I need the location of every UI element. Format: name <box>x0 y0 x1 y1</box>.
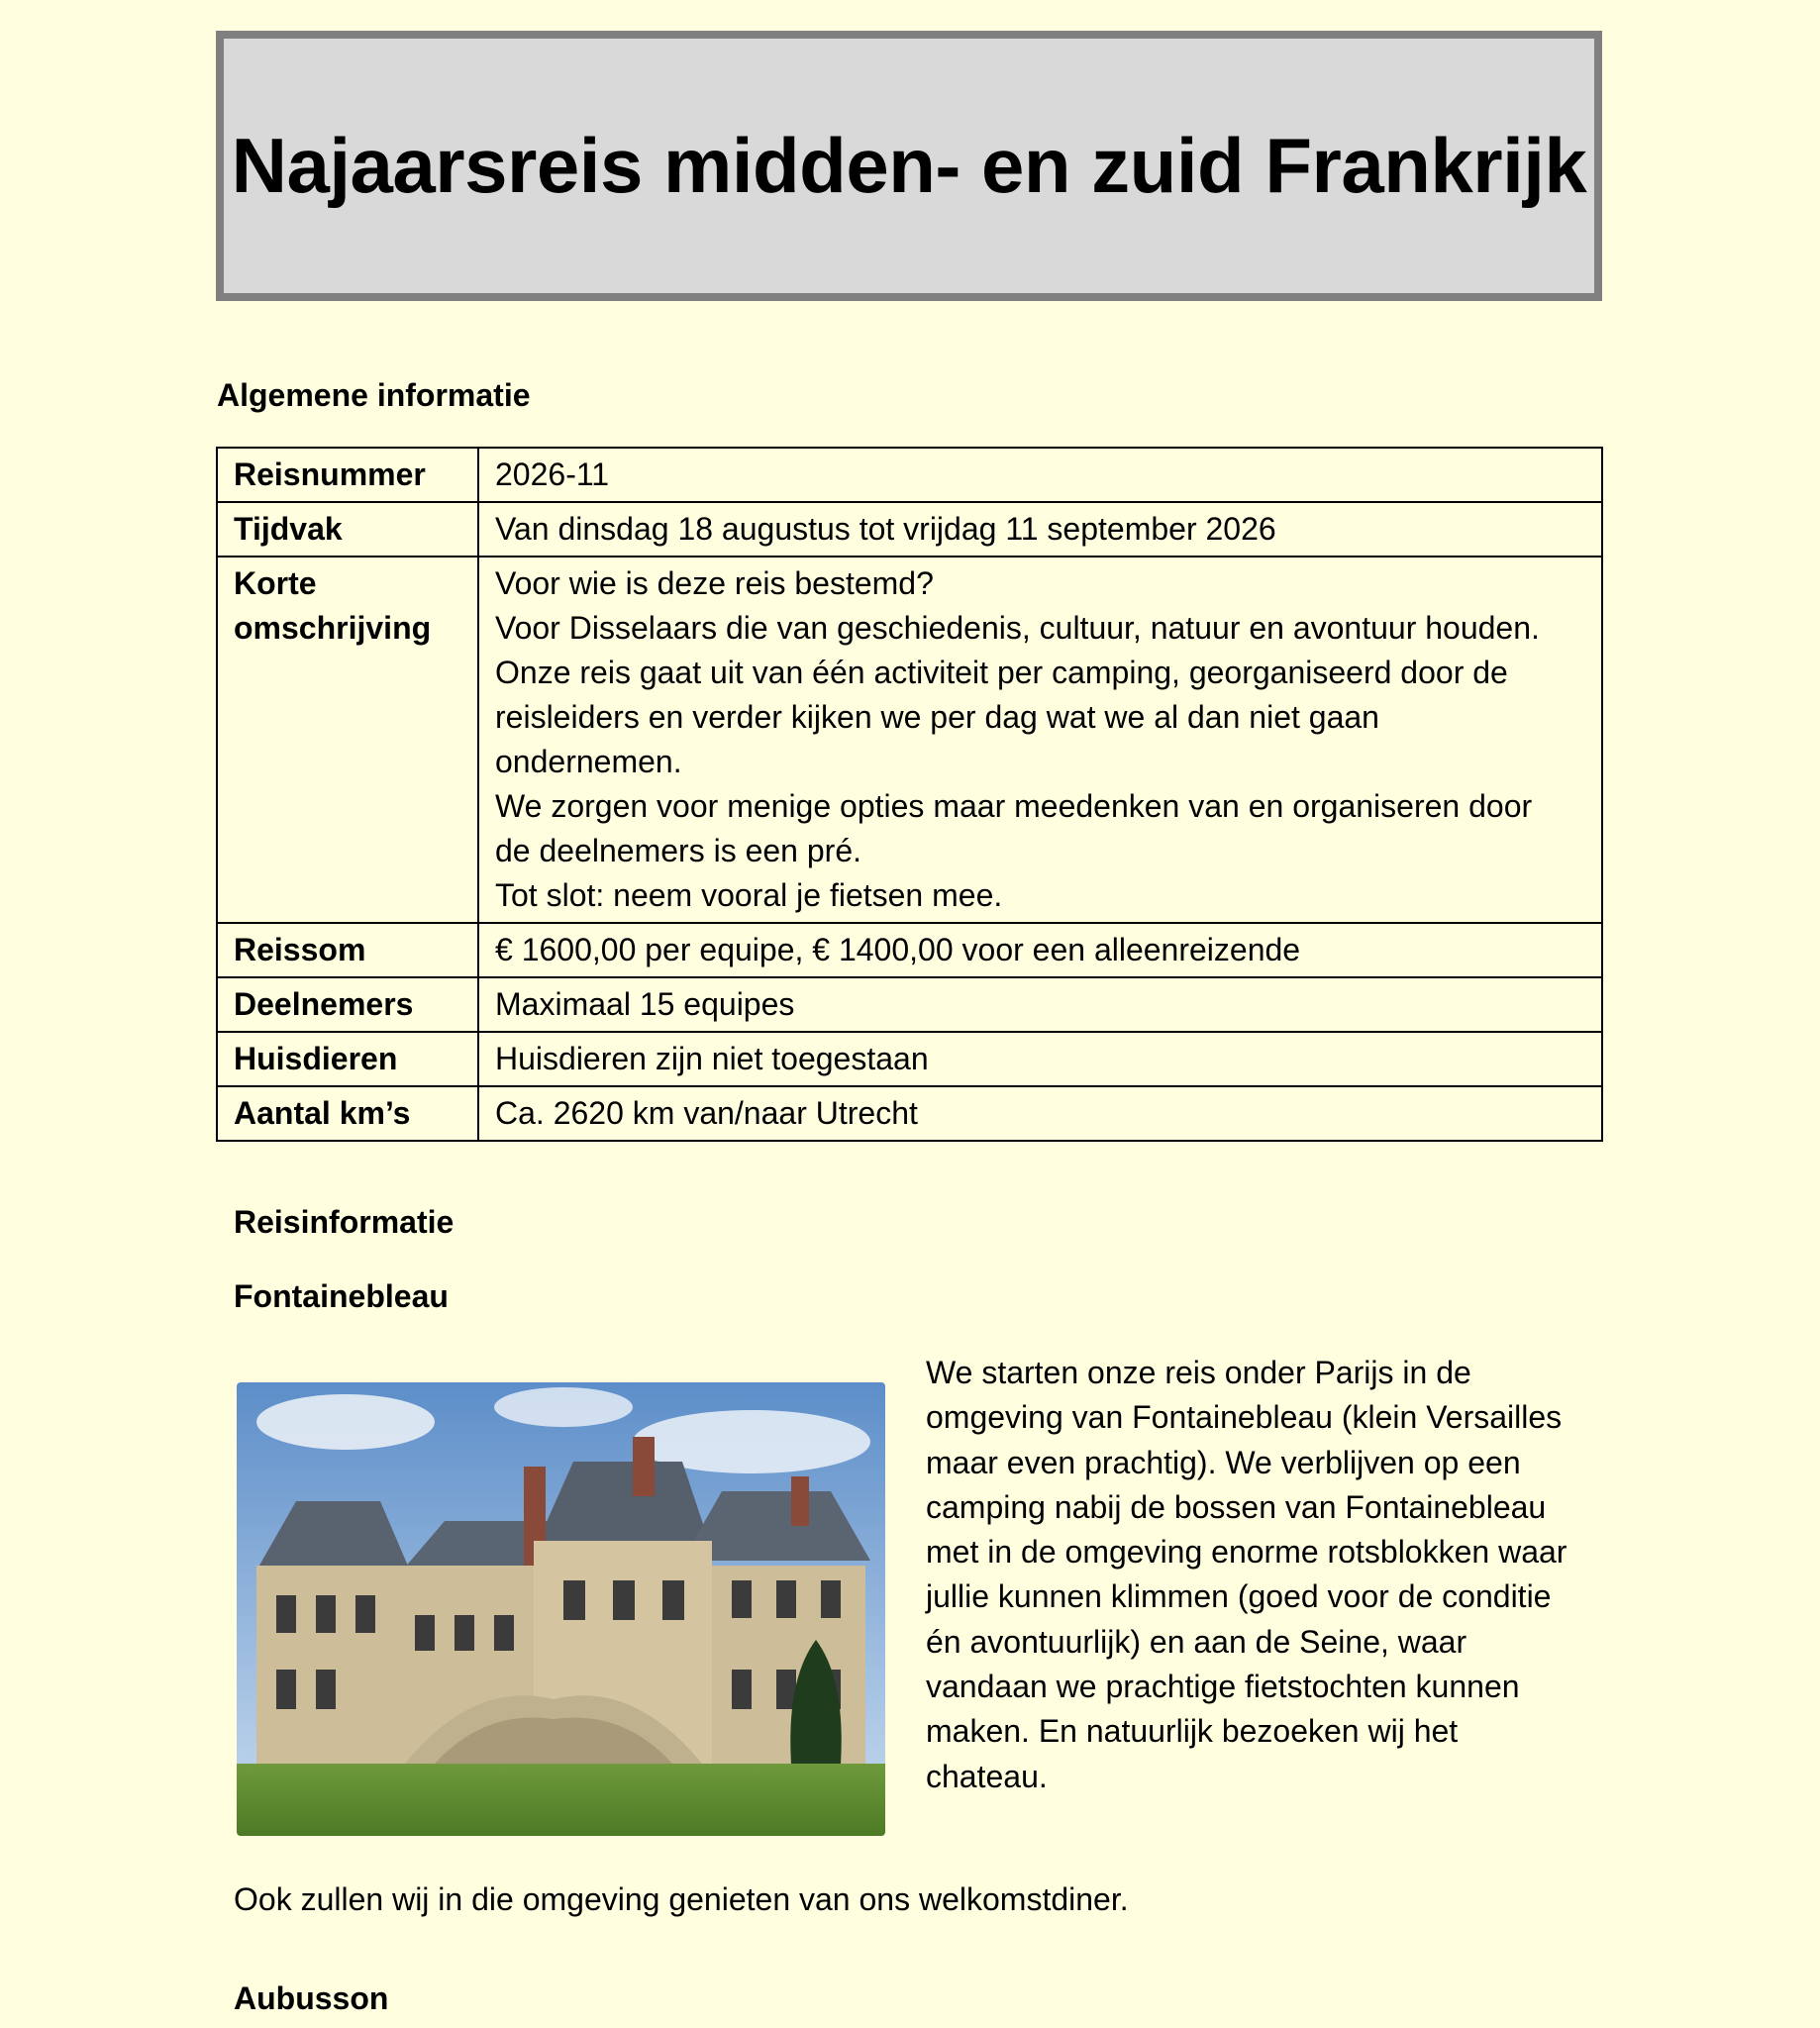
description-line: Voor Disselaars die van geschiedenis, cultuur, natuur en avontuur houden. Onze reis gaat uit van één activiteit per camping, georganiseerd door de reisleiders en verder kijken we per dag wat we al dan niet gaan ondernemen. <box>495 610 1540 779</box>
title-box <box>216 31 1602 301</box>
row-value: Maximaal 15 equipes <box>478 977 1602 1032</box>
info-table <box>216 447 1603 1142</box>
subheading-aubusson: Aubusson <box>234 1980 389 2016</box>
subheading-fontainebleau: Fontainebleau <box>234 1278 449 1314</box>
table-row <box>217 1086 1602 1141</box>
row-key: Tijdvak <box>217 502 478 557</box>
section-heading-travel: Reisinformatie <box>234 1204 455 1240</box>
table-row <box>217 448 1602 502</box>
table-row <box>217 1032 1602 1086</box>
row-value: Van dinsdag 18 augustus tot vrijdag 11 september 2026 <box>478 502 1602 557</box>
row-key: Deelnemers <box>217 977 478 1032</box>
chateau-photo <box>237 1382 885 1836</box>
row-value-description <box>478 557 1602 923</box>
table-row <box>217 557 1602 923</box>
row-value: Huisdieren zijn niet toegestaan <box>478 1032 1602 1086</box>
description-line: Tot slot: neem vooral je fietsen mee. <box>495 877 1003 913</box>
row-key: Korte omschrijving <box>217 557 478 923</box>
table-row <box>217 502 1602 557</box>
table-row <box>217 923 1602 977</box>
description-line: Voor wie is deze reis bestemd? <box>495 565 934 601</box>
row-key: Reissom <box>217 923 478 977</box>
row-value: Ca. 2620 km van/naar Utrecht <box>478 1086 1602 1141</box>
row-key: Aantal km’s <box>217 1086 478 1141</box>
fontainebleau-text: We starten onze reis onder Parijs in de omgeving van Fontainebleau (klein Versailles maar even prachtig). We verblijven op een camping nabij de bossen van Fontainebleau met in de omgeving enorme rotsblokken waar jullie kunnen klimmen (goed voor de conditie én avontuurlijk) en aan de Seine, waar vandaan we prachtige fietstochten kunnen maken. En natuurlijk bezoeken wij het chateau. <box>926 1355 1567 1794</box>
page-title: Najaarsreis midden- en zuid Frankrijk <box>231 122 1587 209</box>
row-value: € 1600,00 per equipe, € 1400,00 voor een alleenreizende <box>478 923 1602 977</box>
description-line: We zorgen voor menige opties maar meedenken van en organiseren door de deelnemers is een pré. <box>495 788 1533 868</box>
row-value: 2026-11 <box>478 448 1602 502</box>
fontainebleau-text-2: Ook zullen wij in die omgeving genieten van ons welkomstdiner. <box>234 1881 1129 1917</box>
section-heading-general: Algemene informatie <box>217 377 531 413</box>
row-key: Huisdieren <box>217 1032 478 1086</box>
row-key: Reisnummer <box>217 448 478 502</box>
table-row <box>217 977 1602 1032</box>
